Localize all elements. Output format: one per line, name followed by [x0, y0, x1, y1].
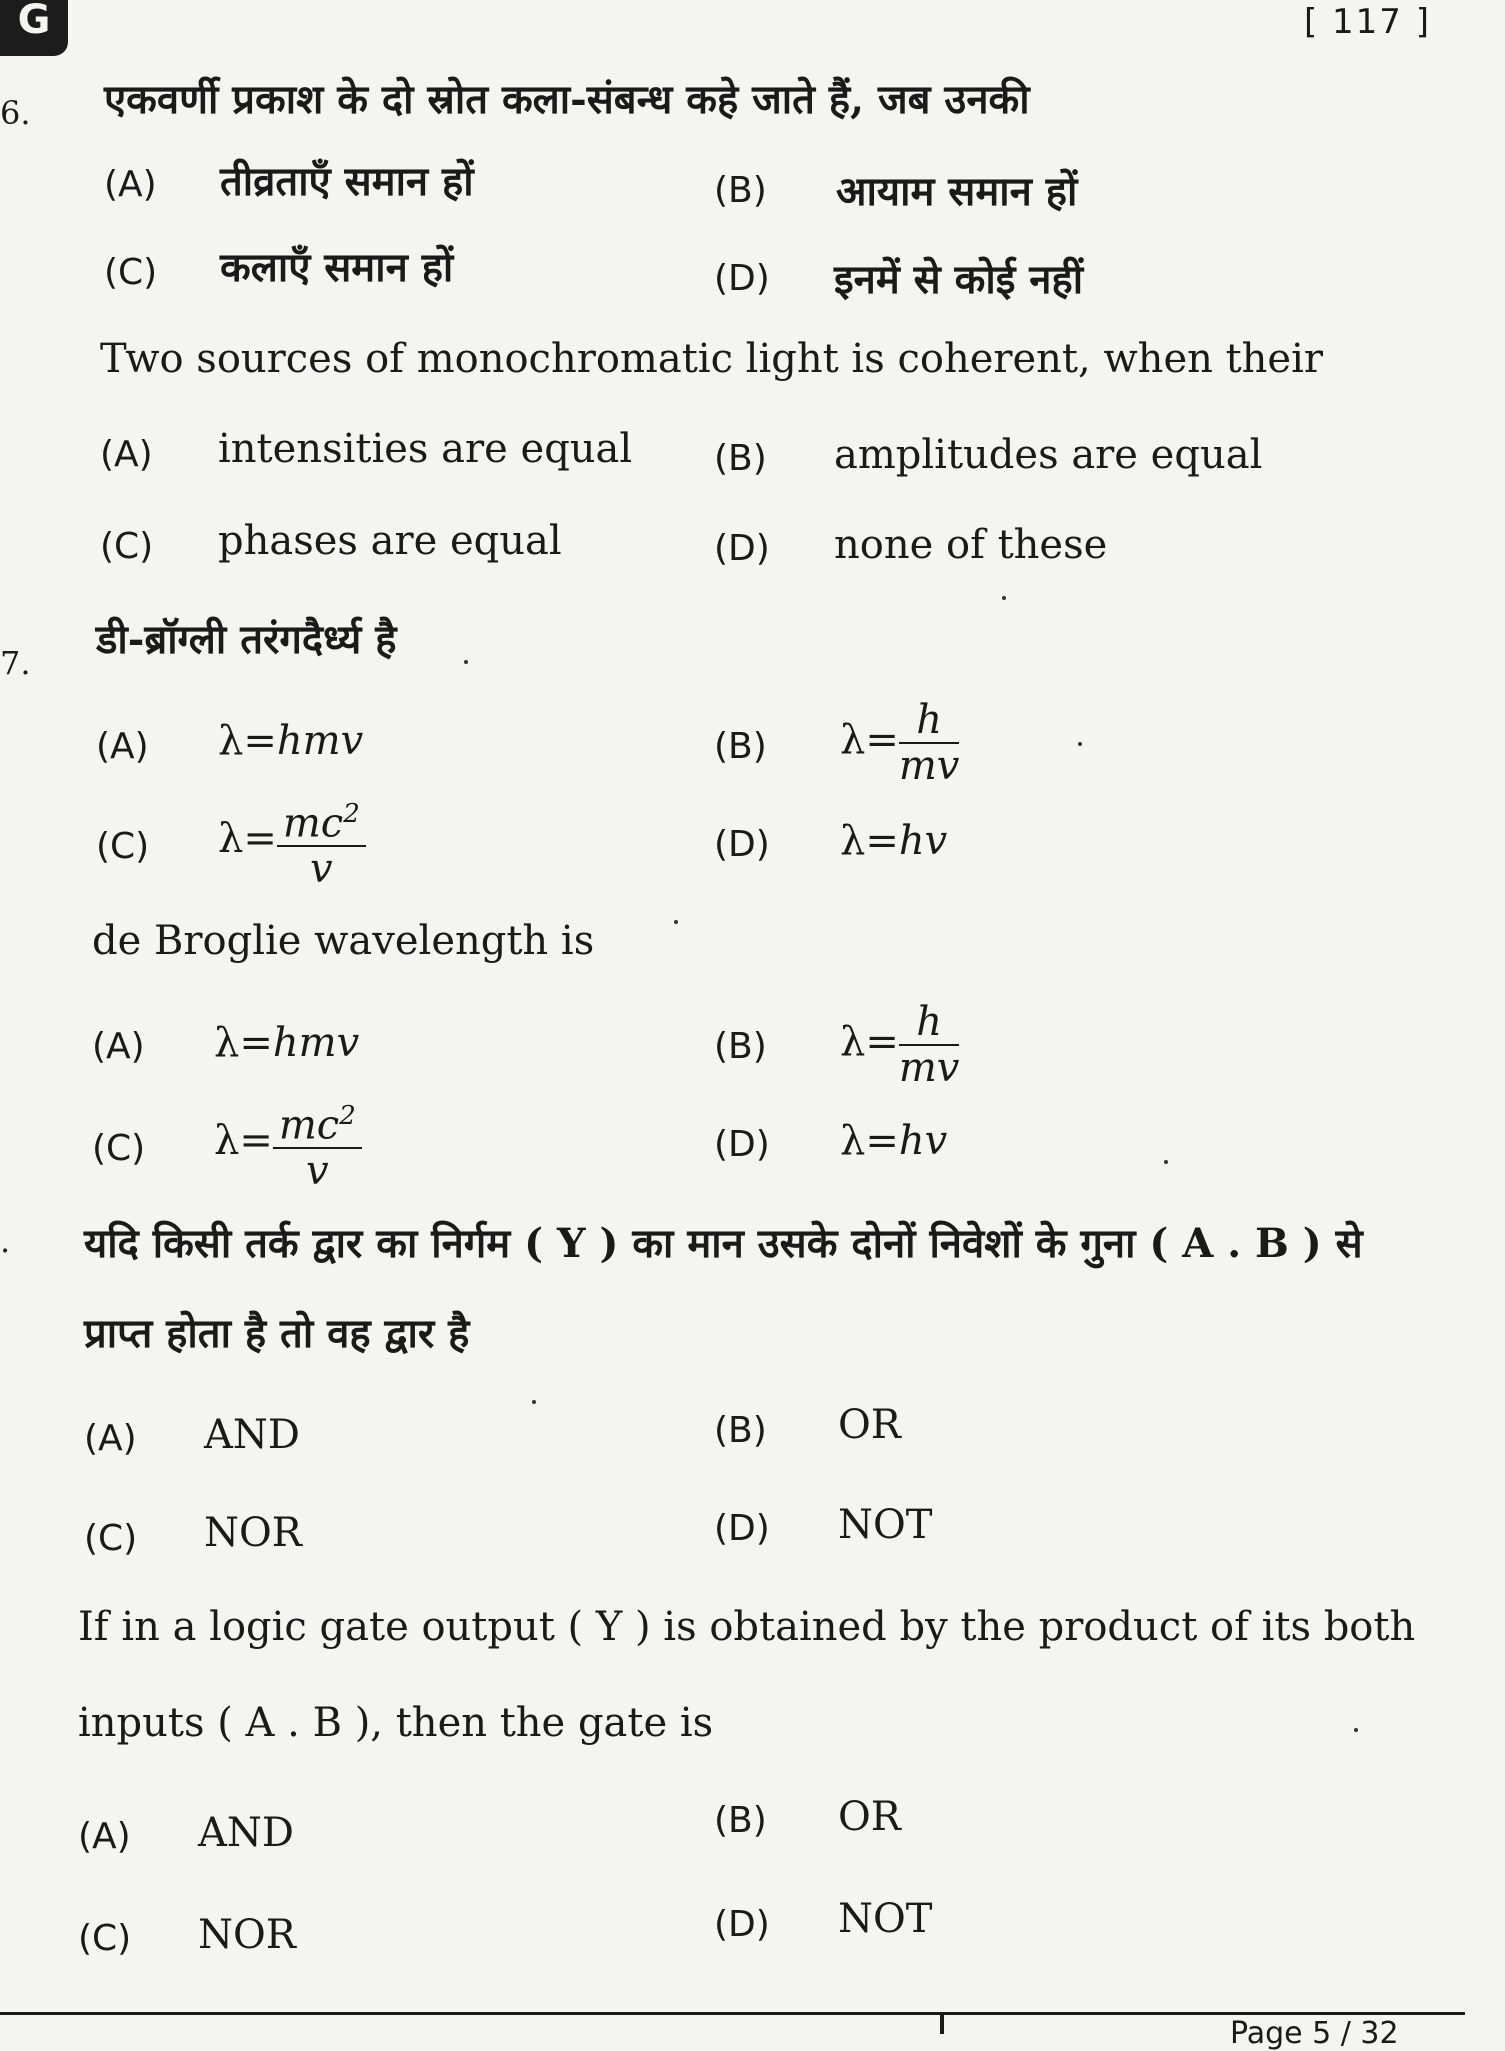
q8-en-option-c-label: (C): [78, 1918, 132, 1959]
q8-en-option-b-text: OR: [838, 1794, 901, 1840]
q6-hi-option-b-label: (B): [714, 170, 767, 211]
question-7-number: 7.: [0, 644, 31, 682]
q8-hi-option-a-text: AND: [204, 1412, 300, 1458]
q6-en-option-a-text: intensities are equal: [218, 426, 633, 472]
q8-en-option-a-label: (A): [78, 1816, 131, 1857]
q7-en-option-b-formula: λ= $\frac{h}{mv}$: [840, 999, 960, 1091]
speck: [532, 1400, 536, 1404]
q8-hi-option-d-label: (D): [714, 1508, 770, 1549]
q8-hi-option-b-label: (B): [714, 1410, 767, 1451]
q6-en-option-c-label: (C): [100, 526, 154, 567]
speck: [1002, 596, 1006, 600]
speck: [1164, 1160, 1168, 1164]
q8-hi-option-a-label: (A): [84, 1418, 137, 1459]
q8-en-option-b-label: (B): [714, 1800, 767, 1841]
q6-en-option-b-text: amplitudes are equal: [834, 432, 1263, 478]
q8-hi-option-c-text: NOR: [204, 1510, 302, 1556]
q8-en-option-a-text: AND: [198, 1810, 294, 1856]
q7-hi-option-c-formula: λ= $\frac{mc^2}{v}$: [218, 794, 366, 889]
q7-en-option-b-label: (B): [714, 1026, 767, 1067]
q7-en-option-d-label: (D): [714, 1124, 770, 1165]
q8-hi-option-d-text: NOT: [838, 1502, 933, 1548]
q6-en-option-d-text: none of these: [834, 522, 1108, 568]
q8-en-option-c-text: NOR: [198, 1912, 296, 1958]
question-8-number: .: [0, 1222, 11, 1260]
q7-hi-option-d-label: (D): [714, 824, 770, 865]
q6-hi-option-d-label: (D): [714, 258, 770, 299]
q8-hi-option-c-label: (C): [84, 1518, 138, 1559]
question-8-hindi-line2: प्राप्त होता है तो वह द्वार है: [84, 1310, 470, 1357]
q7-en-option-a-label: (A): [92, 1026, 145, 1067]
question-8-hindi-line1: यदि किसी तर्क द्वार का निर्गम ( Y ) का मान उसके दोनों निवेशों के गुना ( A . B ) से: [84, 1220, 1363, 1267]
q7-en-option-a-formula: λ=hmv: [214, 1020, 360, 1066]
q7-hi-option-a-formula: λ=hmv: [218, 718, 364, 764]
q6-hi-option-c-label: (C): [104, 252, 158, 293]
speck: [1078, 742, 1082, 746]
q7-en-option-c-formula: λ= $\frac{mc^2}{v}$: [214, 1096, 362, 1191]
q7-hi-option-b-formula: λ= $\frac{h}{mv}$: [840, 697, 960, 789]
paper-code: [ 117 ]: [1303, 2, 1431, 42]
q7-en-option-c-label: (C): [92, 1128, 146, 1169]
page-number: Page 5 / 32: [1230, 2016, 1399, 2051]
q7-en-option-d-formula: λ=hv: [840, 1118, 948, 1164]
q6-en-option-d-label: (D): [714, 528, 770, 569]
q6-en-option-a-label: (A): [100, 434, 153, 475]
question-8-english-line2: inputs ( A . B ), then the gate is: [78, 1700, 714, 1746]
question-6-number: 6.: [0, 94, 31, 132]
series-badge: G: [0, 0, 68, 56]
q6-hi-option-a-label: (A): [104, 164, 157, 205]
question-7-hindi-text: डी-ब्रॉग्ली तरंगदैर्ध्य है: [96, 616, 397, 663]
footer-rule: [0, 2012, 1465, 2015]
q6-en-option-c-text: phases are equal: [218, 518, 562, 564]
question-8-english-line1: If in a logic gate output ( Y ) is obtained by the product of its both: [78, 1604, 1416, 1650]
q7-hi-option-a-label: (A): [96, 726, 149, 767]
speck: [674, 920, 678, 924]
q7-hi-option-b-label: (B): [714, 726, 767, 767]
q8-en-option-d-label: (D): [714, 1904, 770, 1945]
q8-hi-option-b-text: OR: [838, 1402, 901, 1448]
question-6-english-text: Two sources of monochromatic light is coherent, when their: [100, 336, 1324, 382]
footer-divider: [940, 2015, 944, 2034]
q6-hi-option-c-text: कलाएँ समान हों: [220, 244, 454, 291]
question-7-english-text: de Broglie wavelength is: [92, 918, 595, 964]
q6-hi-option-d-text: इनमें से कोई नहीं: [834, 256, 1084, 303]
q8-en-option-d-text: NOT: [838, 1896, 933, 1942]
q6-en-option-b-label: (B): [714, 438, 767, 479]
q7-hi-option-d-formula: λ=hv: [840, 818, 948, 864]
q7-hi-option-c-label: (C): [96, 826, 150, 867]
question-6-hindi-text: एकवर्णी प्रकाश के दो स्रोत कला-संबन्ध कहे जाते हैं, जब उनकी: [104, 76, 1030, 123]
speck: [464, 660, 468, 664]
q6-hi-option-a-text: तीव्रताएँ समान हों: [220, 158, 474, 205]
speck: [1354, 1728, 1358, 1732]
q6-hi-option-b-text: आयाम समान हों: [836, 168, 1078, 215]
